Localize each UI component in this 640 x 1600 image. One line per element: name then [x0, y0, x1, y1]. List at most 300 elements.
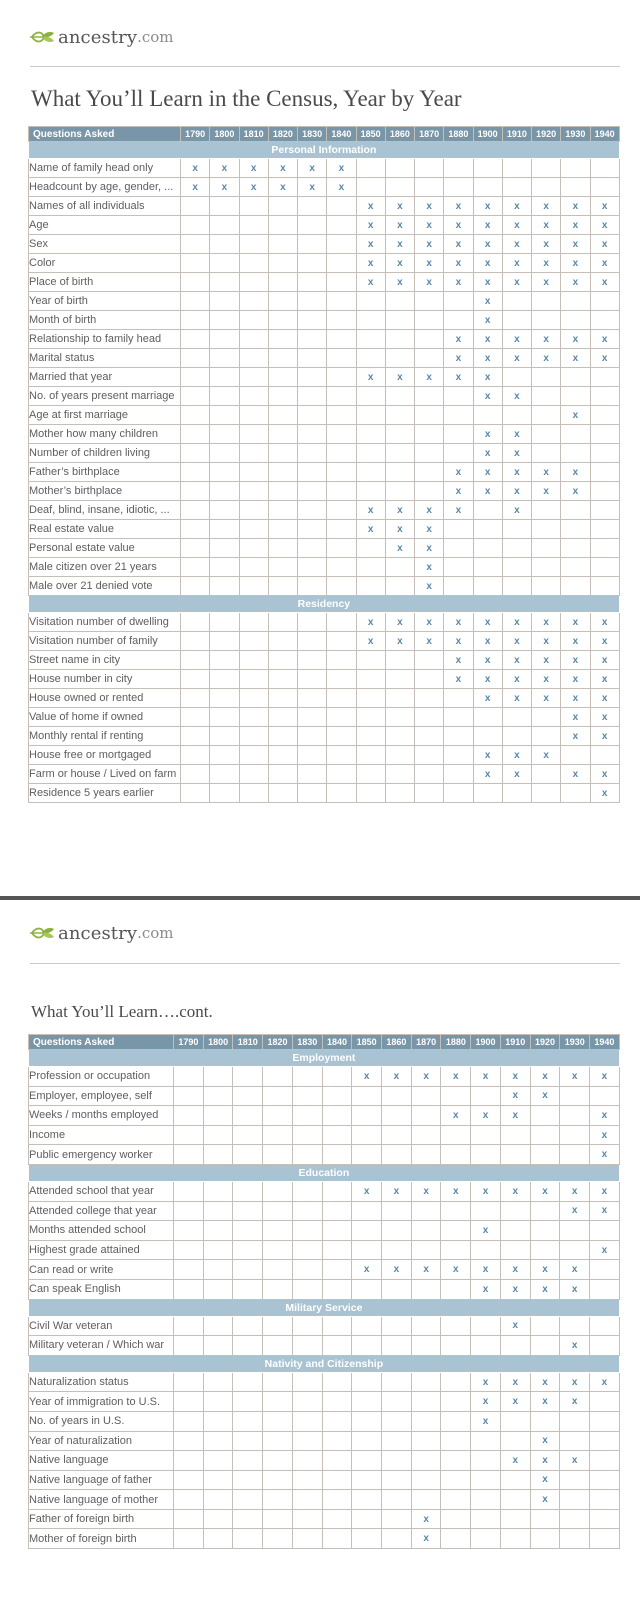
empty-cell: [181, 387, 210, 406]
empty-cell: [473, 178, 502, 197]
census-mark-1850: x: [356, 632, 385, 651]
census-mark-1860: x: [385, 520, 414, 539]
section-title: Residency: [29, 596, 620, 613]
empty-cell: [210, 765, 239, 784]
empty-cell: [415, 349, 444, 368]
empty-cell: [203, 1451, 233, 1471]
empty-cell: [322, 1470, 352, 1490]
census-mark-1850: x: [356, 216, 385, 235]
census-mark-1910: x: [502, 482, 531, 501]
empty-cell: [561, 746, 590, 765]
empty-cell: [385, 178, 414, 197]
question-label: Native language of father: [29, 1470, 174, 1490]
empty-cell: [327, 539, 356, 558]
empty-cell: [471, 1431, 501, 1451]
empty-cell: [239, 463, 268, 482]
empty-cell: [327, 330, 356, 349]
empty-cell: [322, 1431, 352, 1451]
empty-cell: [471, 1490, 501, 1510]
empty-cell: [174, 1451, 204, 1471]
empty-cell: [181, 235, 210, 254]
table-row: [29, 235, 620, 254]
census-mark-1830: x: [298, 159, 327, 178]
census-mark-1940: x: [590, 1201, 620, 1221]
census-mark-1920: x: [532, 482, 561, 501]
question-label: Year of immigration to U.S.: [29, 1392, 174, 1412]
empty-cell: [322, 1201, 352, 1221]
empty-cell: [590, 1316, 620, 1336]
leaf-icon: [30, 923, 56, 943]
census-mark-1870: x: [415, 520, 444, 539]
census-mark-1930: x: [560, 1201, 590, 1221]
empty-cell: [210, 273, 239, 292]
empty-cell: [444, 292, 473, 311]
empty-cell: [203, 1240, 233, 1260]
empty-cell: [233, 1372, 263, 1392]
empty-cell: [239, 651, 268, 670]
empty-cell: [561, 558, 590, 577]
empty-cell: [210, 746, 239, 765]
empty-cell: [322, 1372, 352, 1392]
question-label: Native language: [29, 1451, 174, 1471]
empty-cell: [327, 746, 356, 765]
empty-cell: [441, 1145, 471, 1165]
empty-cell: [239, 558, 268, 577]
empty-cell: [233, 1392, 263, 1412]
census-mark-1940: x: [590, 1240, 620, 1260]
question-label: Monthly rental if renting: [29, 727, 181, 746]
table-row: [29, 520, 620, 539]
empty-cell: [322, 1260, 352, 1280]
census-mark-1940: x: [590, 651, 619, 670]
census-mark-1880: x: [444, 330, 473, 349]
empty-cell: [210, 292, 239, 311]
question-label: Names of all individuals: [29, 197, 181, 216]
census-mark-1850: x: [356, 368, 385, 387]
empty-cell: [181, 577, 210, 596]
empty-cell: [502, 520, 531, 539]
empty-cell: [560, 1316, 590, 1336]
empty-cell: [174, 1221, 204, 1241]
empty-cell: [292, 1372, 322, 1392]
empty-cell: [181, 708, 210, 727]
empty-cell: [292, 1221, 322, 1241]
empty-cell: [263, 1125, 293, 1145]
question-label: Name of family head only: [29, 159, 181, 178]
census-mark-1790: x: [181, 178, 210, 197]
empty-cell: [268, 632, 297, 651]
empty-cell: [356, 463, 385, 482]
table-row: [29, 482, 620, 501]
census-mark-1800: x: [210, 159, 239, 178]
census-mark-1860: x: [385, 613, 414, 632]
table-row: [29, 539, 620, 558]
empty-cell: [530, 1509, 560, 1529]
census-mark-1910: x: [500, 1106, 530, 1126]
empty-cell: [352, 1470, 382, 1490]
table-row: [29, 651, 620, 670]
table-row: [29, 1336, 620, 1356]
empty-cell: [502, 159, 531, 178]
empty-cell: [263, 1509, 293, 1529]
census-mark-1930: x: [561, 216, 590, 235]
empty-cell: [327, 368, 356, 387]
census-mark-1920: x: [530, 1451, 560, 1471]
empty-cell: [560, 1529, 590, 1549]
empty-cell: [268, 613, 297, 632]
empty-cell: [530, 1240, 560, 1260]
empty-cell: [203, 1260, 233, 1280]
question-label: House owned or rented: [29, 689, 181, 708]
table-row: [29, 632, 620, 651]
census-mark-1910: x: [502, 632, 531, 651]
empty-cell: [352, 1529, 382, 1549]
census-mark-1900: x: [473, 254, 502, 273]
year-header-1850: 1850: [352, 1035, 382, 1050]
empty-cell: [590, 1336, 620, 1356]
empty-cell: [500, 1221, 530, 1241]
empty-cell: [356, 727, 385, 746]
empty-cell: [322, 1067, 352, 1087]
empty-cell: [532, 501, 561, 520]
census-mark-1900: x: [471, 1067, 501, 1087]
empty-cell: [263, 1392, 293, 1412]
empty-cell: [502, 539, 531, 558]
empty-cell: [181, 444, 210, 463]
empty-cell: [560, 1470, 590, 1490]
empty-cell: [356, 406, 385, 425]
empty-cell: [322, 1125, 352, 1145]
question-label: Personal estate value: [29, 539, 181, 558]
empty-cell: [590, 1392, 620, 1412]
empty-cell: [210, 689, 239, 708]
census-mark-1930: x: [561, 330, 590, 349]
empty-cell: [532, 444, 561, 463]
empty-cell: [444, 577, 473, 596]
table-row: [29, 670, 620, 689]
census-mark-1900: x: [473, 368, 502, 387]
empty-cell: [263, 1431, 293, 1451]
table-row: [29, 784, 620, 803]
section-title: Education: [29, 1164, 620, 1181]
section-title: Nativity and Citizenship: [29, 1355, 620, 1372]
empty-cell: [415, 425, 444, 444]
empty-cell: [415, 689, 444, 708]
empty-cell: [268, 501, 297, 520]
census-mark-1880: x: [444, 197, 473, 216]
empty-cell: [181, 613, 210, 632]
empty-cell: [532, 708, 561, 727]
empty-cell: [181, 197, 210, 216]
question-label: Month of birth: [29, 311, 181, 330]
census-mark-1850: x: [356, 273, 385, 292]
question-label: Attended school that year: [29, 1181, 174, 1201]
question-label: Highest grade attained: [29, 1240, 174, 1260]
table-row: [29, 1372, 620, 1392]
empty-cell: [411, 1279, 441, 1299]
empty-cell: [530, 1106, 560, 1126]
empty-cell: [210, 651, 239, 670]
empty-cell: [174, 1372, 204, 1392]
logo-wordmark: ancestry: [58, 26, 138, 48]
ancestry-logo: [30, 920, 174, 946]
empty-cell: [532, 784, 561, 803]
empty-cell: [327, 689, 356, 708]
census-mark-1940: x: [590, 235, 619, 254]
empty-cell: [441, 1509, 471, 1529]
empty-cell: [239, 784, 268, 803]
empty-cell: [590, 746, 619, 765]
census-mark-1860: x: [385, 368, 414, 387]
empty-cell: [415, 482, 444, 501]
leaf-icon: [30, 27, 56, 47]
year-header-1820: 1820: [263, 1035, 293, 1050]
census-mark-1910: x: [500, 1372, 530, 1392]
empty-cell: [385, 558, 414, 577]
empty-cell: [590, 1470, 620, 1490]
empty-cell: [322, 1221, 352, 1241]
empty-cell: [292, 1509, 322, 1529]
empty-cell: [322, 1392, 352, 1412]
empty-cell: [502, 558, 531, 577]
census-mark-1850: x: [352, 1181, 382, 1201]
empty-cell: [239, 746, 268, 765]
empty-cell: [444, 539, 473, 558]
empty-cell: [471, 1509, 501, 1529]
empty-cell: [210, 577, 239, 596]
section-row: [29, 1050, 620, 1067]
census-mark-1940: x: [590, 254, 619, 273]
question-label: Weeks / months employed: [29, 1106, 174, 1126]
empty-cell: [181, 463, 210, 482]
empty-cell: [239, 520, 268, 539]
census-mark-1850: x: [356, 254, 385, 273]
empty-cell: [268, 520, 297, 539]
empty-cell: [298, 577, 327, 596]
empty-cell: [444, 425, 473, 444]
empty-cell: [444, 520, 473, 539]
empty-cell: [233, 1221, 263, 1241]
question-label: Married that year: [29, 368, 181, 387]
empty-cell: [356, 159, 385, 178]
empty-cell: [352, 1201, 382, 1221]
empty-cell: [441, 1470, 471, 1490]
empty-cell: [210, 558, 239, 577]
empty-cell: [263, 1086, 293, 1106]
census-mark-1930: x: [561, 613, 590, 632]
section-row: [29, 142, 620, 159]
empty-cell: [239, 387, 268, 406]
empty-cell: [415, 159, 444, 178]
empty-cell: [441, 1392, 471, 1412]
census-mark-1870: x: [415, 558, 444, 577]
year-header-1850: 1850: [356, 127, 385, 142]
census-mark-1930: x: [561, 670, 590, 689]
empty-cell: [239, 311, 268, 330]
empty-cell: [203, 1201, 233, 1221]
empty-cell: [239, 482, 268, 501]
empty-cell: [322, 1086, 352, 1106]
empty-cell: [444, 746, 473, 765]
empty-cell: [263, 1181, 293, 1201]
census-mark-1900: x: [471, 1279, 501, 1299]
year-header-1810: 1810: [239, 127, 268, 142]
section-title: Military Service: [29, 1299, 620, 1316]
empty-cell: [415, 330, 444, 349]
empty-cell: [590, 387, 619, 406]
empty-cell: [327, 311, 356, 330]
empty-cell: [268, 577, 297, 596]
empty-cell: [560, 1490, 590, 1510]
empty-cell: [590, 1260, 620, 1280]
census-mark-1910: x: [502, 235, 531, 254]
empty-cell: [233, 1086, 263, 1106]
empty-cell: [203, 1411, 233, 1431]
question-label: Months attended school: [29, 1221, 174, 1241]
census-mark-1930: x: [561, 482, 590, 501]
census-mark-1940: x: [590, 727, 619, 746]
empty-cell: [233, 1145, 263, 1165]
census-mark-1910: x: [500, 1181, 530, 1201]
empty-cell: [590, 159, 619, 178]
empty-cell: [444, 387, 473, 406]
empty-cell: [352, 1240, 382, 1260]
census-mark-1910: x: [502, 444, 531, 463]
census-mark-1900: x: [473, 216, 502, 235]
census-mark-1940: x: [590, 1067, 620, 1087]
question-label: Year of birth: [29, 292, 181, 311]
empty-cell: [327, 349, 356, 368]
empty-cell: [356, 311, 385, 330]
year-header-1870: 1870: [415, 127, 444, 142]
empty-cell: [352, 1392, 382, 1412]
census-mark-1940: x: [590, 1106, 620, 1126]
census-mark-1870: x: [415, 254, 444, 273]
empty-cell: [327, 425, 356, 444]
empty-cell: [268, 349, 297, 368]
census-mark-1880: x: [444, 501, 473, 520]
empty-cell: [356, 425, 385, 444]
census-mark-1870: x: [415, 197, 444, 216]
section-row: [29, 1355, 620, 1372]
empty-cell: [444, 689, 473, 708]
empty-cell: [382, 1372, 412, 1392]
census-mark-1910: x: [502, 330, 531, 349]
empty-cell: [561, 539, 590, 558]
table-row: [29, 349, 620, 368]
census-page-2: [0, 912, 640, 1600]
census-mark-1930: x: [561, 349, 590, 368]
empty-cell: [322, 1529, 352, 1549]
empty-cell: [473, 577, 502, 596]
table-row: [29, 1201, 620, 1221]
empty-cell: [590, 1086, 620, 1106]
census-mark-1900: x: [473, 613, 502, 632]
empty-cell: [292, 1411, 322, 1431]
empty-cell: [233, 1125, 263, 1145]
table-row: [29, 254, 620, 273]
question-label: Relationship to family head: [29, 330, 181, 349]
empty-cell: [298, 746, 327, 765]
empty-cell: [298, 632, 327, 651]
ancestry-logo: [30, 24, 174, 50]
empty-cell: [174, 1181, 204, 1201]
header-rule: [30, 66, 620, 67]
empty-cell: [210, 197, 239, 216]
empty-cell: [203, 1181, 233, 1201]
empty-cell: [473, 558, 502, 577]
question-label: Mother’s birthplace: [29, 482, 181, 501]
census-mark-1940: x: [590, 197, 619, 216]
empty-cell: [233, 1529, 263, 1549]
empty-cell: [327, 765, 356, 784]
empty-cell: [590, 558, 619, 577]
empty-cell: [590, 501, 619, 520]
empty-cell: [233, 1336, 263, 1356]
empty-cell: [471, 1529, 501, 1549]
census-mark-1870: x: [415, 216, 444, 235]
empty-cell: [268, 368, 297, 387]
empty-cell: [210, 368, 239, 387]
empty-cell: [181, 651, 210, 670]
census-mark-1910: x: [500, 1451, 530, 1471]
question-label: House number in city: [29, 670, 181, 689]
empty-cell: [530, 1125, 560, 1145]
empty-cell: [560, 1431, 590, 1451]
empty-cell: [441, 1279, 471, 1299]
empty-cell: [441, 1490, 471, 1510]
census-mark-1900: x: [473, 482, 502, 501]
census-mark-1880: x: [444, 254, 473, 273]
year-header-1930: 1930: [561, 127, 590, 142]
empty-cell: [292, 1086, 322, 1106]
empty-cell: [411, 1451, 441, 1471]
empty-cell: [590, 1529, 620, 1549]
empty-cell: [385, 784, 414, 803]
empty-cell: [530, 1336, 560, 1356]
empty-cell: [590, 577, 619, 596]
empty-cell: [181, 784, 210, 803]
empty-cell: [352, 1509, 382, 1529]
empty-cell: [292, 1125, 322, 1145]
table-row: [29, 1125, 620, 1145]
empty-cell: [441, 1529, 471, 1549]
empty-cell: [327, 444, 356, 463]
empty-cell: [181, 765, 210, 784]
empty-cell: [561, 387, 590, 406]
census-mark-1880: x: [441, 1260, 471, 1280]
empty-cell: [530, 1316, 560, 1336]
empty-cell: [382, 1240, 412, 1260]
empty-cell: [210, 349, 239, 368]
header-rule: [30, 963, 620, 964]
year-header-1860: 1860: [385, 127, 414, 142]
empty-cell: [532, 159, 561, 178]
census-mark-1920: x: [532, 746, 561, 765]
empty-cell: [327, 632, 356, 651]
table-body: [29, 142, 620, 803]
empty-cell: [532, 539, 561, 558]
census-mark-1900: x: [473, 425, 502, 444]
census-mark-1920: x: [532, 330, 561, 349]
empty-cell: [444, 178, 473, 197]
empty-cell: [174, 1470, 204, 1490]
empty-cell: [473, 727, 502, 746]
empty-cell: [233, 1509, 263, 1529]
year-header-1920: 1920: [532, 127, 561, 142]
empty-cell: [411, 1086, 441, 1106]
census-mark-1920: x: [530, 1067, 560, 1087]
